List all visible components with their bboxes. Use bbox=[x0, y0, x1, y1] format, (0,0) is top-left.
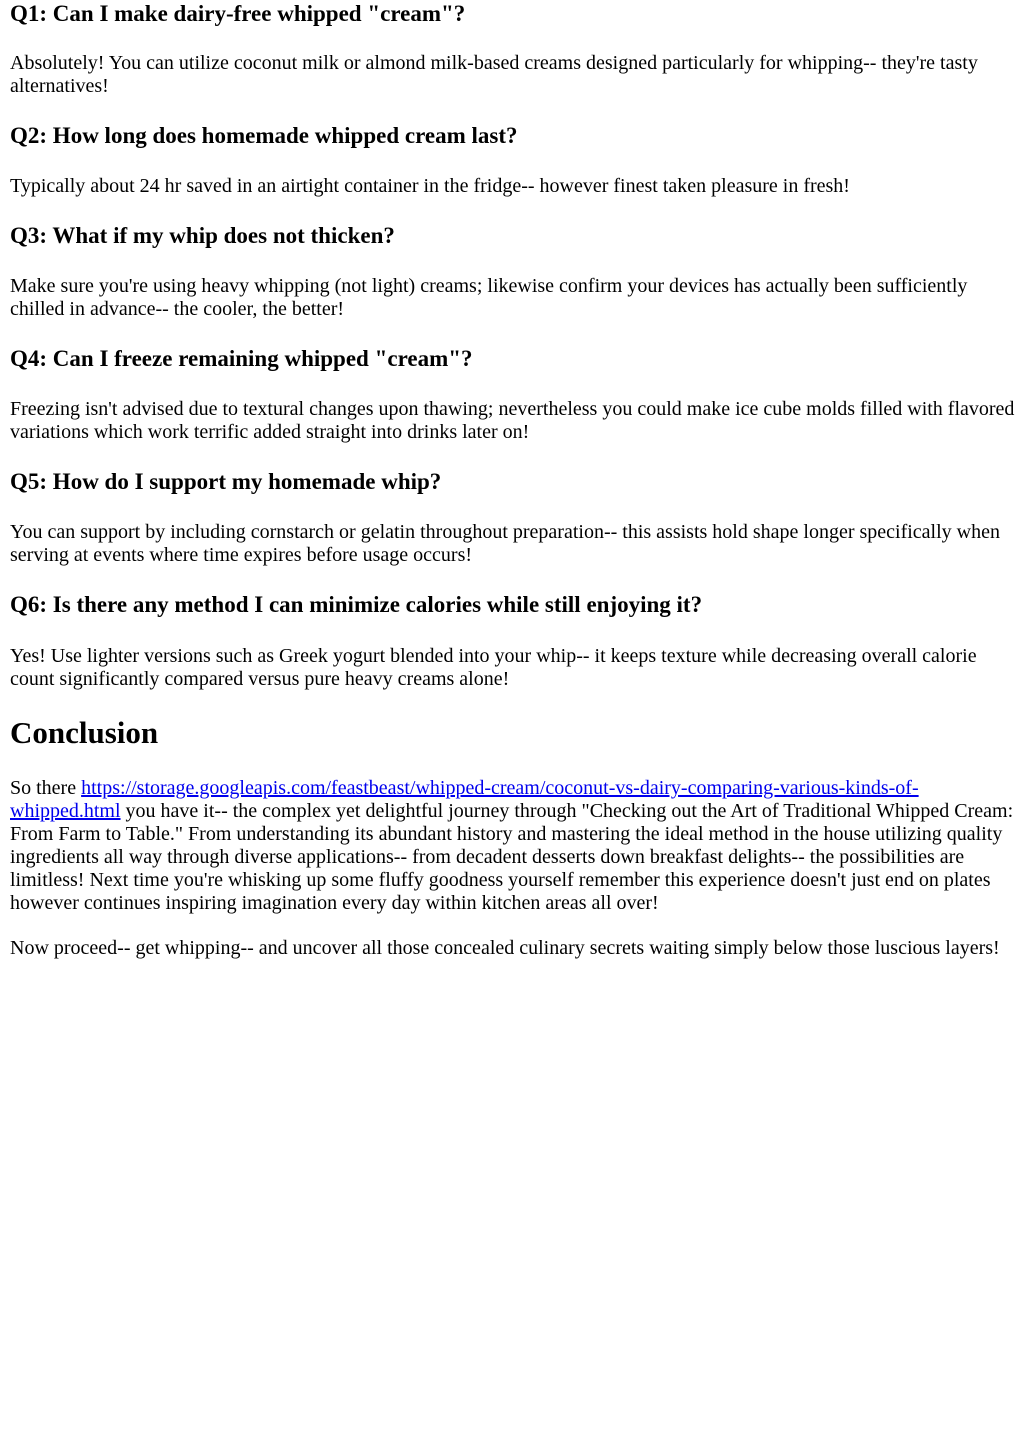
article-link[interactable]: https://storage.googleapis.com/feastbeast/whipped-cream/coconut-vs-dairy-comparing-various-kinds-of-whipped.html bbox=[10, 777, 919, 822]
conclusion-paragraph-2: Now proceed-- get whipping-- and uncover all those concealed culinary secrets waiting simply below those luscious layers! bbox=[10, 937, 1000, 959]
faq-question-3: Q3: What if my whip does not thicken? bbox=[10, 223, 395, 248]
faq-answer-1: Absolutely! You can utilize coconut milk or almond milk-based creams designed particularly for whipping-- they're tasty alternatives! bbox=[10, 52, 978, 97]
faq-question-1: Q1: Can I make dairy-free whipped "cream"? bbox=[10, 1, 466, 26]
faq-question-2: Q2: How long does homemade whipped cream last? bbox=[10, 123, 518, 148]
faq-answer-6: Yes! Use lighter versions such as Greek yogurt blended into your whip-- it keeps texture while decreasing overall calorie count significantly compared versus pure heavy creams alone! bbox=[10, 645, 977, 690]
faq-question-4: Q4: Can I freeze remaining whipped "cream"? bbox=[10, 346, 473, 371]
faq-question-5: Q5: How do I support my homemade whip? bbox=[10, 469, 442, 494]
faq-answer-4: Freezing isn't advised due to textural changes upon thawing; nevertheless you could make ice cube molds filled with flavored variations which work terrific added straight into drinks later on! bbox=[10, 398, 1015, 443]
conclusion-heading: Conclusion bbox=[10, 715, 159, 750]
conclusion-text-after-link: you have it-- the complex yet delightful journey through "Checking out the Art of Traditional Whipped Cream: From Farm to Table." From understanding its abundant history and mastering the ideal method in the house utilizing quality ingredients all way through diverse applications-- from decadent desserts down breakfast delights-- the possibilities are limitless! Next time you're whisking up some fluffy goodness yourself remember this experience doesn't just end on plates however continues inspiring imagination every day within kitchen areas all over! bbox=[10, 800, 1014, 914]
faq-answer-5: You can support by including cornstarch or gelatin throughout preparation-- this assists hold shape longer specifically when serving at events where time expires before usage occurs! bbox=[10, 521, 1000, 566]
conclusion-text-before-link: So there bbox=[10, 777, 82, 799]
conclusion-paragraph-1 bbox=[10, 777, 1016, 915]
faq-question-6: Q6: Is there any method I can minimize calories while still enjoying it? bbox=[10, 592, 703, 617]
faq-answer-3: Make sure you're using heavy whipping (not light) creams; likewise confirm your devices has actually been sufficiently chilled in advance-- the cooler, the better! bbox=[10, 275, 968, 320]
faq-answer-2: Typically about 24 hr saved in an airtight container in the fridge-- however finest taken pleasure in fresh! bbox=[10, 175, 850, 197]
